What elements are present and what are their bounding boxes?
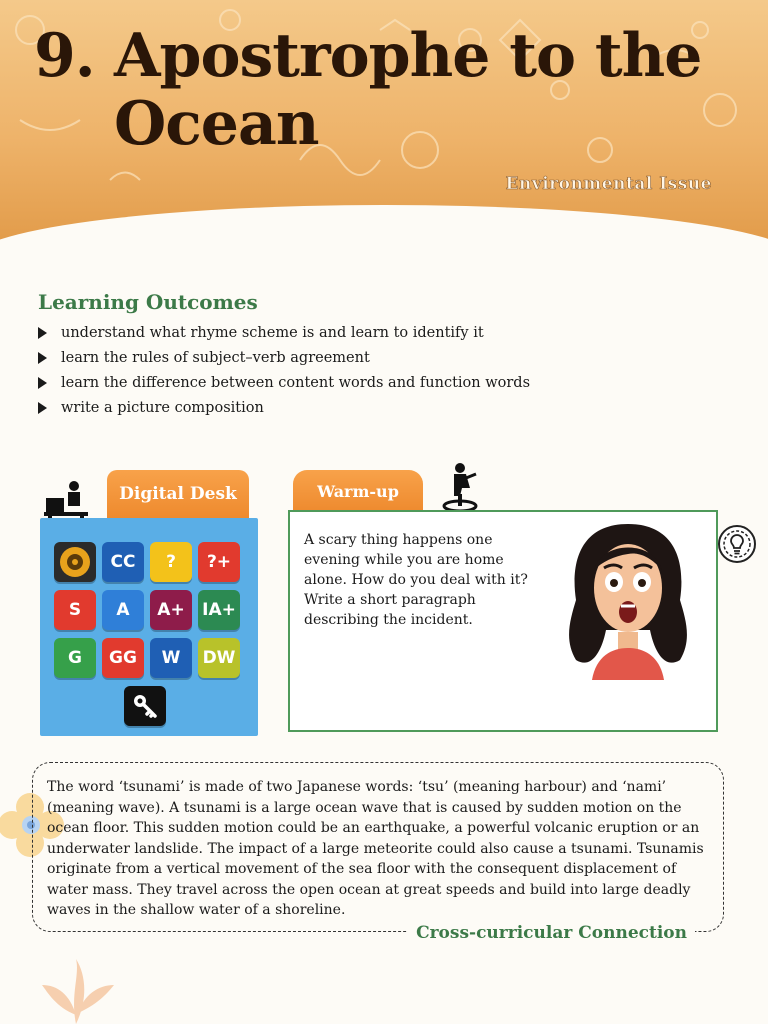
bullet-arrow-icon <box>38 377 47 389</box>
dw-app[interactable]: DW <box>198 638 240 678</box>
outcome-text: understand what rhyme scheme is and learn to identify it <box>61 324 484 341</box>
warm-up-tab: Warm-up <box>293 470 423 512</box>
chapter-title <box>34 22 734 158</box>
outcome-text: learn the difference between content words and function words <box>61 374 531 391</box>
digital-desk-tab[interactable]: Digital Desk <box>107 470 249 518</box>
exercise-bike-icon <box>438 462 482 514</box>
leaf-decoration <box>40 955 120 1024</box>
w-app[interactable]: W <box>150 638 192 678</box>
list-item <box>38 370 530 395</box>
key-icon[interactable] <box>124 686 166 726</box>
outcome-text: write a picture composition <box>61 399 264 416</box>
list-item <box>38 320 530 345</box>
list-item <box>38 395 530 420</box>
outcome-text: learn the rules of subject–verb agreement <box>61 349 370 366</box>
bullet-arrow-icon <box>38 352 47 364</box>
ia-plus-app[interactable]: IA+ <box>198 590 240 630</box>
warm-up-box <box>288 510 718 732</box>
learning-outcomes-heading: Learning Outcomes <box>38 290 258 314</box>
title-line-1: Apostrophe to the <box>114 21 702 91</box>
scared-girl-illustration <box>562 520 694 680</box>
digital-desk-panel <box>40 518 258 736</box>
audio-speaker-icon[interactable] <box>54 542 96 582</box>
lightbulb-thinking-icon <box>717 524 757 564</box>
cross-curricular-label: Cross-curricular Connection <box>408 923 695 943</box>
learning-outcomes-list <box>38 320 530 420</box>
desk-computer-icon <box>44 478 88 522</box>
theme-tag: Environmental Issue <box>505 174 712 194</box>
tsunami-paragraph: The word ‘tsunami’ is made of two Japanese words: ‘tsu’ (meaning harbour) and ‘nami’ (meaning wave). A tsunami is a large ocean wave that is caused by sudden motion on the ocean floor. This sudden motion could be an earthquake, a powerful volcanic eruption or an underwater landslide. The impact of a large meteorite could also cause a tsunami. Tsunamis originate from a vertical movement of the sea floor with the consequent displacement of water mass. They travel across the open ocean at great speeds and build into large deadly waves in the shallow water of a shoreline. <box>47 779 704 918</box>
list-item <box>38 345 530 370</box>
a-plus-app[interactable]: A+ <box>150 590 192 630</box>
bullet-arrow-icon <box>38 402 47 414</box>
gg-app[interactable]: GG <box>102 638 144 678</box>
a-app[interactable]: A <box>102 590 144 630</box>
quiz-app[interactable]: ? <box>150 542 192 582</box>
warm-up-prompt: A scary thing happens one evening while you are home alone. How do you deal with it? Write a short paragraph describing the incident. <box>304 532 528 628</box>
chapter-banner <box>0 0 768 250</box>
chapter-number: 9. <box>34 21 95 91</box>
quiz-plus-app[interactable]: ?+ <box>198 542 240 582</box>
s-app[interactable]: S <box>54 590 96 630</box>
cc-app[interactable]: CC <box>102 542 144 582</box>
g-app[interactable]: G <box>54 638 96 678</box>
bullet-arrow-icon <box>38 327 47 339</box>
cross-curricular-box <box>32 762 724 943</box>
title-line-2: Ocean <box>114 89 319 159</box>
